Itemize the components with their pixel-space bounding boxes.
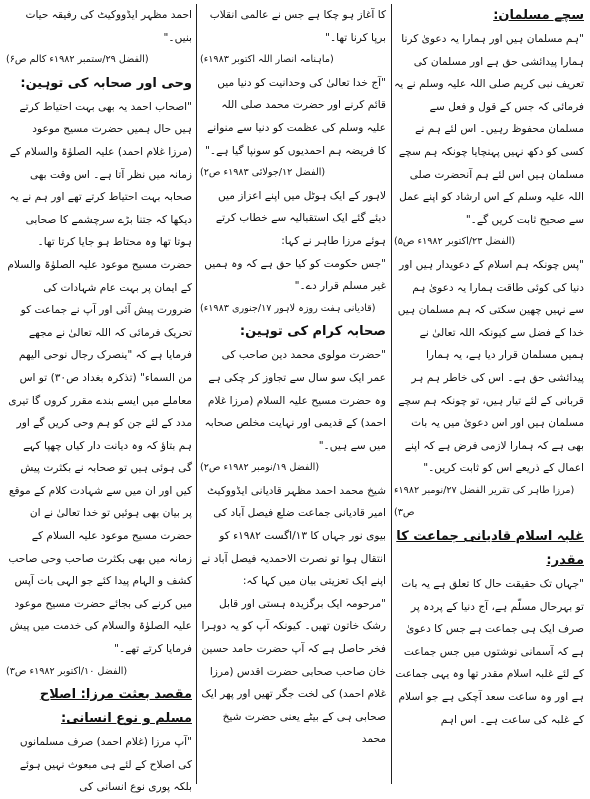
- section-heading: سچے مسلمان:: [493, 8, 584, 23]
- quote-paragraph: "حضرت مولوی محمد دین صاحب کی عمر ایک سو سال سے تجاوز کر چکی ہے وہ حضرت مسیح علیہ السلام (مرزا غلام احمد) کے قدیمی اور نہایت مخلص صحابہ میں سے ہیں۔": [204, 349, 386, 452]
- quote-paragraph: "اصحاب احمد یہ بھی بہت احتیاط کرتے ہیں حال ہمیں حضرت مسیح موعود (مرزا غلام احمد) علیہ الصلوٰۃ والسلام کے زمانہ میں نظر آتا ہے۔ اس وقت بھی صحابہ بہت احتیاط کرتے تھے اور ہم نے یہ دیکھا کہ جتنا بڑے سرچشمے کا صحابی ہوتا تھا وہ محتاط ہو جایا کرتا تھا۔ حضرت مسیح موعود علیہ الصلوٰۃ والسلام کے ایمان پر بہت عام شہادات کی ضرورت پیش آئی اور آپ نے جماعت کو تحریک فرمائی کہ اللہ تعالیٰ نے مجھے فرمایا ہے کہ "ینصرک رجال نوحی الیھم من السماء" (تذکرہ بغداد ص۳۰) تو اس معاملے میں ایسے بندے مقرر کروں گا تیری مدد کے لئے جن کو ہم وحی کریں گے اور ہم بتاؤ کہ وہ دیانت دار کیاں چھپا کہے گی ہوئی ہیں تو صحابہ نے بکثرت پیش کیں اور ان میں سے شہادت کلام کے موقع پر بیان بھی ہوئیں تو خدا تعالیٰ نے ان حضرت مسیح موعود علیہ السلام کے زمانہ میں بھی بکثرت صاحب وحی صاحب کشف و الہام پیدا کئے جو الہی بات آپس میں کرنے کی بجائے حضرت مسیح موعود علیہ الصلوٰۃ والسلام کی خدمت میں پیش فرمایا کرتے تھے۔": [7, 100, 192, 656]
- source-citation: (الفضل ۲۳/اکتوبر ۱۹۸۲ء ص۵): [394, 236, 516, 248]
- quote-paragraph: "ہم مسلمان ہیں اور ہمارا یہ دعویٰ کرنا ہمارا پیدائشی حق ہے اور مسلمان کی تعریف نبی کریم صلی اللہ علیہ وسلم نے یہ فرمائی کہ جس کے قول و فعل سے مسلمان محفوظ رہیں۔ اس لئے ہم نے کسی کو دکھ نہیں پہنچایا چونکہ ہم سچے مسلمان ہیں اس لئے ہم آنحضرت صلی اللہ علیہ وسلم کے اس ارشاد کو اپنے عمل سے صحیح ثابت کریں گے۔": [394, 33, 584, 226]
- quote-paragraph: کا آغاز ہو چکا ہے جس نے عالمی انقلاب برپا کرنا تھا۔": [209, 9, 386, 44]
- column-middle: [200, 4, 386, 784]
- source-citation: (الفضل ۲۹/ستمبر ۱۹۸۲ء کالم ص۶): [6, 54, 149, 66]
- section-heading: صحابہ کرام کی توہین:: [239, 324, 386, 340]
- source-citation: (قادیانی ہفت روزہ لاہور ۱۷/جنوری ۱۹۸۳ء): [200, 302, 376, 314]
- quote-paragraph: "جس حکومت کو کیا حق ہے کہ وہ ہمیں غیر مسلم قرار دے۔": [204, 257, 386, 293]
- source-citation: (الفضل ۱۲/جولائی ۱۹۸۳ء ص۲): [200, 167, 326, 179]
- section-heading: وحی اور صحابہ کی توہین:: [20, 75, 192, 91]
- column-divider: [196, 4, 197, 784]
- quote-paragraph: "مرحومہ ایک برگزیدہ ہستی اور قابل رشک خاتون تھیں۔ کیونکہ آپ کو یہ دوہرا فخر حاصل ہے کہ آپ حضرت حامد حسین خان صاحب صحابی حضرت اقدس (مرزا غلام احمد) کی لخت جگر تھیں اور پھر ایک صحابی ہی کے بیٹے یعنی حضرت شیخ محمد: [201, 597, 386, 746]
- section-heading: غلبہ اسلام قادیانی جماعت کا مقدر:: [396, 529, 584, 569]
- column-divider: [391, 4, 392, 784]
- quote-paragraph: "آج خدا تعالیٰ کی وحدانیت کو دنیا میں قائم کرنے اور حضرت محمد صلی اللہ علیہ وسلم کی عظمت کو دنیا سے منوانے کا فریضہ ہم احمدیوں کو سونپا گیا ہے۔": [205, 76, 386, 157]
- quote-paragraph: "پس چونکہ ہم اسلام کے دعویدار ہیں اور دنیا کی کوئی طاقت ہمارا یہ دعویٰ ہم سے نہیں چھین سکتی کہ ہم مسلمان ہیں خدا کے فضل سے کیونکہ اللہ تعالیٰ نے ہمیں مسلمان قرار دیا ہے، یہ ہمارا پیدائشی حق ہے۔ اس کی خاطر ہم ہر قربانی کے لئے تیار ہیں، تو چونکہ ہم سچے مسلمان ہیں اور اس دعویٰ میں یہ بات بھی ہے کہ ہمارا لازمی فرض ہے کہ اپنے اعمال کے ذریعے اس کو ثابت کریں۔": [397, 258, 584, 475]
- source-citation: (مرزا طاہر کی تقریر الفضل ۲۷/نومبر ۱۹۸۲ء ص۳): [394, 484, 575, 519]
- source-citation: (الفضل ۱۰/اکتوبر ۱۹۸۲ء ص۳): [6, 665, 128, 677]
- body-paragraph: شیخ محمد احمد مظہر قادیانی ایڈووکیٹ امیر قادیانی جماعت ضلع فیصل آباد کی بیوی نور جہاں کا ۱۳/اگست ۱۹۸۲ء کو انتقال ہوا تو نصرت الاحمدیہ فیصل آباد نے اپنے ایک تعزیتی بیان میں کہا کہ:: [201, 484, 386, 588]
- quote-paragraph: "آپ مرزا (غلام احمد) صرف مسلمانوں کی اصلاح کے لئے ہی مبعوث نہیں ہوئے بلکہ پوری نوع انسانی کی: [19, 736, 192, 794]
- source-citation: (ماہنامہ انصار اللہ اکتوبر ۱۹۸۳ء): [200, 54, 334, 66]
- source-citation: (الفضل ۱۹/نومبر ۱۹۸۲ء ص۲): [200, 462, 320, 474]
- column-right: [394, 4, 584, 784]
- body-paragraph: لاہور کے ایک ہوٹل میں اپنے اعزاز میں دیئے گئے ایک استقبالیہ سے خطاب کرتے ہوئے مرزا طاہر نے کہا:: [215, 189, 386, 247]
- section-heading: مقصد بعثت مرزا: اصلاح مسلم و نوع انسانی:: [39, 687, 192, 727]
- quote-paragraph: احمد مظہر ایڈووکیٹ کی رفیقہ حیات بنیں۔": [25, 9, 192, 44]
- quote-paragraph: "جہاں تک حقیقت حال کا تعلق ہے یہ بات تو بہرحال مسلّم ہے، آج دنیا کے پردہ پر صرف ایک ہی جماعت ہے جس کا دعویٰ ہے کہ آسمانی نوشتوں میں جس جماعت کے لئے غلبہ اسلام مقدر تھا وہ یہی جماعت ہے اور وہ ساعت سعد آچکی ہے جو اسلام کے غلبہ کی ساعت ہے۔ اس اہم: [395, 578, 584, 726]
- column-left: [6, 4, 192, 794]
